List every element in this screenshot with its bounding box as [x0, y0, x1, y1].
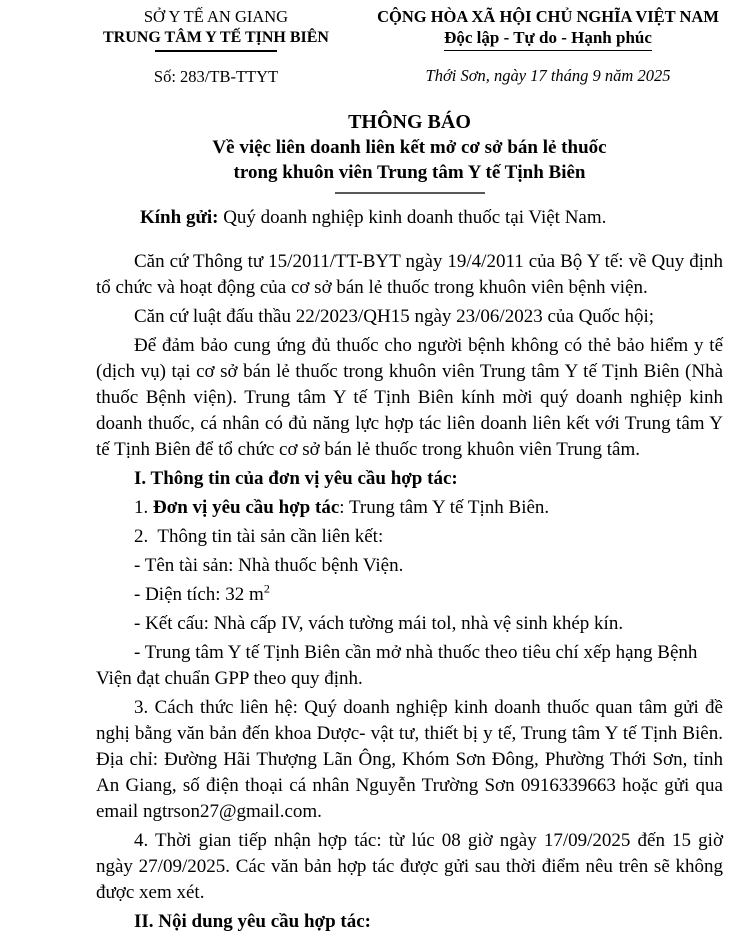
place-date-line: Thới Sơn, ngày 17 tháng 9 năm 2025	[425, 66, 671, 85]
salutation-label: Kính gửi:	[140, 206, 219, 228]
paragraph-contact: 3. Cách thức liên hệ: Quý doanh nghiệp kinh doanh thuốc quan tâm gửi đề nghị bằng văn bản đến khoa Dược- vật tư, thiết bị y tế, Trung tâm Y tế Tịnh Biên. Địa chỉ: Đường Hãi Thượng Lãn Ông, Khóm Sơn Đông, Phường Thới Sơn, tỉnh An Giang, số điện thoại cá nhân Nguyễn Trường Sơn 0916339663 hoặc gửi qua email ngtrson27@gmail.com.	[96, 696, 723, 822]
item-1-value: : Trung tâm Y tế Tịnh Biên.	[339, 496, 550, 518]
paragraph-intro: Để đảm bảo cung ứng đủ thuốc cho người bệnh không có thẻ bảo hiểm y tế (dịch vụ) tại cơ sở bán lẻ thuốc trong khuôn viên Trung tâm Y tế Tịnh Biên (Nhà thuốc Bệnh viện). Trung tâm Y tế Tịnh Biên kính mời quý doanh nghiệp kinh doanh thuốc, cá nhân có đủ năng lực hợp tác liên doanh liên kết với Trung tâm Y tế Tịnh Biên để tổ chức cơ sở bán lẻ thuốc trong khuôn viên Trung tâm.	[96, 334, 723, 460]
notice-subtitle-line1: Về việc liên doanh liên kết mở cơ sở bán lẻ thuốc	[212, 136, 607, 158]
asset-structure: - Kết cấu: Nhà cấp IV, vách tường mái tol, nhà vệ sinh khép kín.	[134, 612, 624, 634]
notice-title-block	[96, 110, 723, 194]
notice-title: THÔNG BÁO	[348, 110, 471, 133]
header-national	[373, 6, 723, 87]
org-name-underline	[155, 50, 277, 52]
national-motto	[373, 27, 723, 51]
document-body	[96, 6, 723, 935]
header-issuing-org	[96, 6, 336, 88]
asset-area-superscript: 2	[263, 581, 270, 596]
paragraph-timeline: 4. Thời gian tiếp nhận hợp tác: từ lúc 08 giờ ngày 17/09/2025 đến 15 giờ ngày 27/09/2025. Các văn bản hợp tác được gửi sau thời điểm nêu trên sẽ không được xem xét.	[96, 829, 723, 903]
item-asset-info: 2. Thông tin tài sản cần liên kết:	[134, 525, 384, 547]
national-title: CỘNG HÒA XÃ HỘI CHỦ NGHĨA VIỆT NAM	[377, 7, 719, 26]
item-1-label: Đơn vị yêu cầu hợp tác	[153, 496, 340, 518]
doc-number: Số: 283/TB-TTYT	[153, 66, 279, 86]
paragraph-legal-basis-2: Căn cứ luật đấu thầu 22/2023/QH15 ngày 23/06/2023 của Quốc hội;	[134, 305, 655, 327]
asset-name: - Tên tài sản: Nhà thuốc bệnh Viện.	[134, 554, 404, 576]
paragraph-legal-basis-1: Căn cứ Thông tư 15/2011/TT-BYT ngày 19/4/2011 của Bộ Y tế: về Quy định tổ chức và hoạt động của cơ sở bán lẻ thuốc trong khuôn viên bệnh viện.	[96, 250, 723, 298]
title-divider	[335, 192, 485, 194]
asset-area-text: - Diện tích: 32 m	[134, 583, 264, 605]
org-name: TRUNG TÂM Y TẾ TỊNH BIÊN	[103, 29, 329, 46]
item-1-prefix: 1.	[134, 496, 153, 518]
asset-area	[96, 582, 723, 608]
document-header	[96, 6, 723, 88]
parent-org-name: SỞ Y TẾ AN GIANG	[143, 7, 289, 26]
item-requesting-unit	[96, 495, 723, 521]
section-2-heading: II. Nội dung yêu cầu hợp tác:	[134, 910, 371, 932]
section-1-heading: I. Thông tin của đơn vị yêu cầu hợp tác:	[134, 467, 458, 489]
salutation	[96, 205, 723, 231]
notice-subtitle-line2: trong khuôn viên Trung tâm Y tế Tịnh Biên	[233, 161, 586, 183]
motto-underlined-text: Độc lập - Tự do - Hạnh phúc	[444, 27, 652, 51]
salutation-text: Quý doanh nghiệp kinh doanh thuốc tại Việt Nam.	[218, 206, 607, 228]
asset-requirement: - Trung tâm Y tế Tịnh Biên cần mở nhà thuốc theo tiêu chí xếp hạng Bệnh Viện đạt chuẩn GPP theo quy định.	[96, 641, 698, 689]
